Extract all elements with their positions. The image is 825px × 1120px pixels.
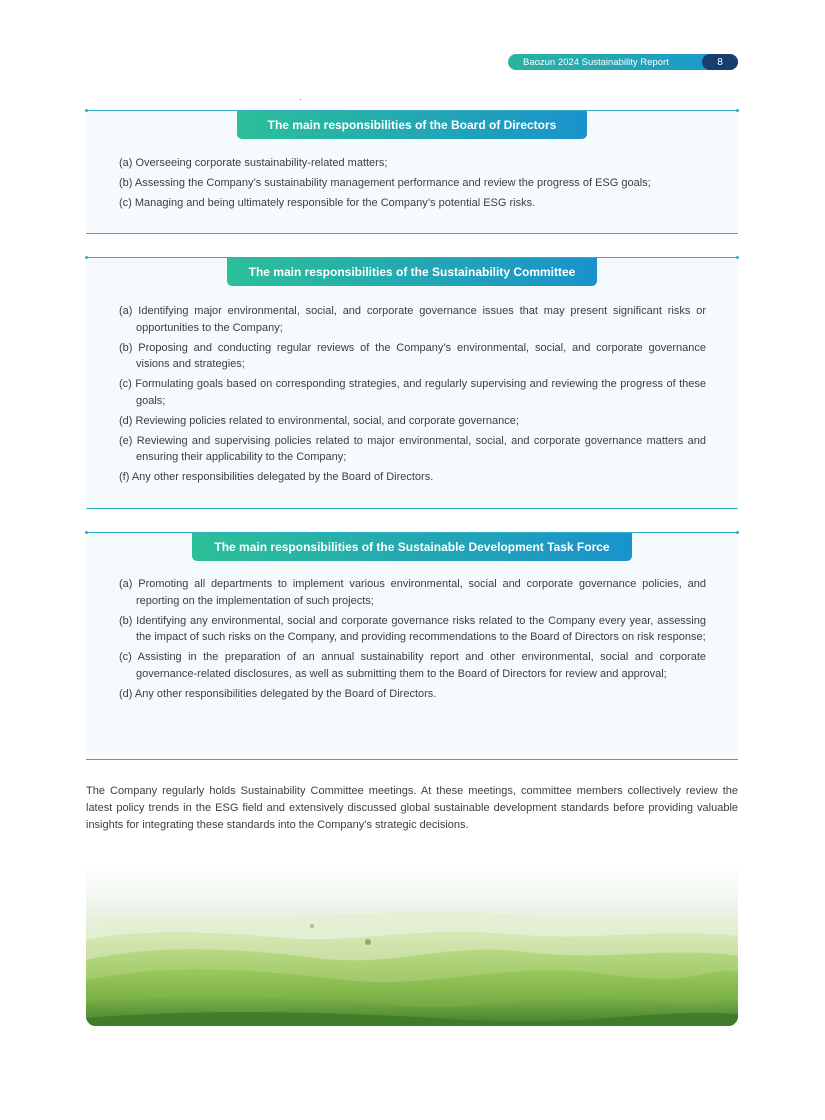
report-header-badge bbox=[508, 54, 738, 70]
list-item: (e) Reviewing and supervising policies related to major environmental, social, and corporate governance matters and ensuring their applicability to the Company; bbox=[119, 434, 706, 463]
list-item: (a) Identifying major environmental, social, and corporate governance issues that may present significant risks or opportunities to the Company; bbox=[119, 305, 706, 334]
list-item: (b) Identifying any environmental, social and corporate governance risks related to the Company every year, assessing the impact of such risks on the Company, and providing recommendations to the Board of Directors on risk response; bbox=[119, 614, 706, 643]
taskforce-responsibilities-panel bbox=[86, 532, 738, 760]
board-panel-title: The main responsibilities of the Board of Directors bbox=[237, 111, 587, 139]
committee-responsibilities-panel bbox=[86, 257, 738, 509]
green-hills-landscape-image bbox=[86, 862, 738, 1026]
committee-responsibilities-list bbox=[119, 303, 706, 489]
list-item: (b) Proposing and conducting regular reviews of the Company’s environmental, social, and corporate governance visions and strategies; bbox=[119, 341, 706, 370]
page-number: 8 bbox=[702, 54, 738, 70]
list-item: (f) Any other responsibilities delegated by the Board of Directors. bbox=[119, 471, 434, 483]
taskforce-panel-title: The main responsibilities of the Sustainable Development Task Force bbox=[192, 533, 632, 561]
committee-meetings-paragraph: The Company regularly holds Sustainability Committee meetings. At these meetings, committee members collectively review the latest policy trends in the ESG field and extensively discussed global sustainable development standards before providing valuable insights for integrating these standards into the Company’s strategic decisions. bbox=[86, 785, 738, 831]
list-item: (d) Any other responsibilities delegated by the Board of Directors. bbox=[119, 687, 437, 700]
list-item: (a) Overseeing corporate sustainability-related matters; bbox=[119, 157, 388, 169]
list-item: (c) Assisting in the preparation of an annual sustainability report and other environmental, social and corporate governance-related disclosures, as well as submitting them to the Board of Directors for review and approval; bbox=[119, 651, 706, 680]
list-item: (d) Reviewing policies related to environmental, social, and corporate governance; bbox=[119, 414, 519, 427]
committee-panel-title: The main responsibilities of the Sustainability Committee bbox=[227, 258, 597, 286]
taskforce-responsibilities-list bbox=[119, 576, 706, 706]
list-item: (a) Promoting all departments to implement various environmental, social and corporate governance policies, and reporting on the implementation of such projects; bbox=[119, 578, 706, 607]
list-item: (c) Formulating goals based on corresponding strategies, and regularly supervising and reviewing the progress of these goals; bbox=[119, 378, 706, 407]
board-responsibilities-list bbox=[119, 155, 706, 215]
board-responsibilities-panel bbox=[86, 110, 738, 234]
decorative-dot bbox=[300, 99, 301, 100]
report-title: Baozun 2024 Sustainability Report bbox=[523, 56, 669, 68]
list-item: (c) Managing and being ultimately responsible for the Company’s potential ESG risks. bbox=[119, 197, 536, 209]
list-item: (b) Assessing the Company’s sustainability management performance and review the progress of ESG goals; bbox=[119, 177, 651, 189]
